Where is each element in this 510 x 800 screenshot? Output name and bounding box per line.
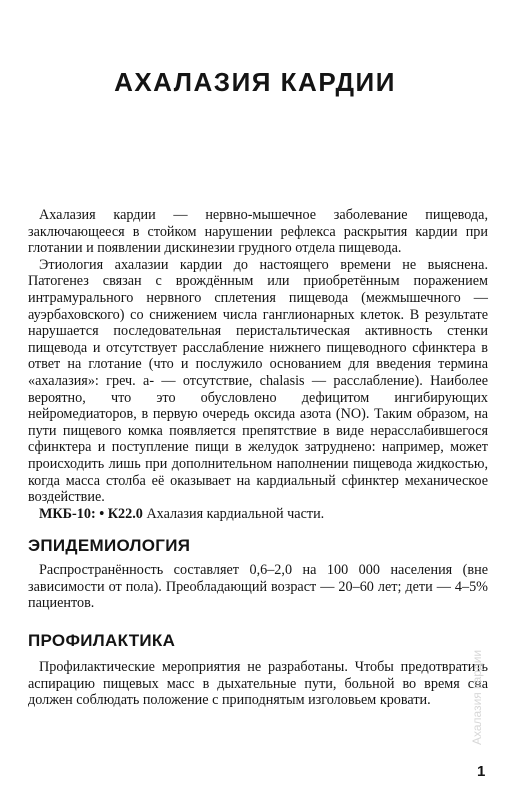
- etiology-paragraph: Этиология ахалазии кардии до настоящего времени не выяснена. Патогенез связан с врождённым или приобретённым поражением интрамурального нервного сплетения пищевода (межмышечного — ауэрбаховского) со снижением числа ганглионарных клеток. В результате нарушается последовательная перистальтическая активность стенки пищевода и отсутствует расслабление нижнего пищеводного сфинктера в ответ на глотание (что и послужило основанием для введения термина «ахалазия»: греч. а- — отсутствие, chalasis — расслабление). Наиболее вероятно, что это обусловлено дефицитом ингибирующих нейромедиаторов, в первую очередь оксида азота (NO). Таким образом, на пути пищевого комка появляется препятствие в виде нерасслабившегося сфинктера и поступление пищи в желудок затруднено: например, может происходить лишь при дополнительном наполнении пищевода жидкостью, когда масса столба её оказывает на кардиальный сфинктер механическое воздействие.: [28, 256, 488, 506]
- page-title: АХАЛАЗИЯ КАРДИИ: [114, 67, 396, 98]
- page-number: 1: [477, 763, 486, 780]
- mkb-label: МКБ-10:: [39, 505, 96, 522]
- definition-paragraph: Ахалазия кардии — нервно-мышечное заболевание пищевода, заключающееся в стойком нарушении рефлекса раскрытия кардии при глотании и появлении дискинезии грудного отдела пищевода.: [28, 207, 488, 257]
- intro-section: [28, 207, 488, 522]
- mkb-description: Ахалазия кардиальной части.: [146, 505, 325, 522]
- prophylaxis-section: [28, 659, 488, 709]
- epidemiology-paragraph: Распространённость составляет 0,6–2,0 на 100 000 населения (вне зависимости от пола). Преобладающий возраст — 20–60 лет; дети — 4–5% пациентов.: [28, 562, 488, 612]
- side-watermark: Ахалазия кардии: [470, 649, 484, 745]
- mkb-code: • К22.0: [99, 505, 143, 522]
- mkb-code-line: [28, 506, 488, 523]
- epidemiology-section: [28, 562, 488, 612]
- prophylaxis-heading: ПРОФИЛАКТИКА: [28, 631, 176, 650]
- prophylaxis-paragraph: Профилактические мероприятия не разработаны. Чтобы предотвратить аспирацию пищевых масс в дыхательные пути, больной во время сна должен соблюдать положение с приподнятым изголовьем кровати.: [28, 659, 488, 709]
- epidemiology-heading: ЭПИДЕМИОЛОГИЯ: [28, 536, 191, 555]
